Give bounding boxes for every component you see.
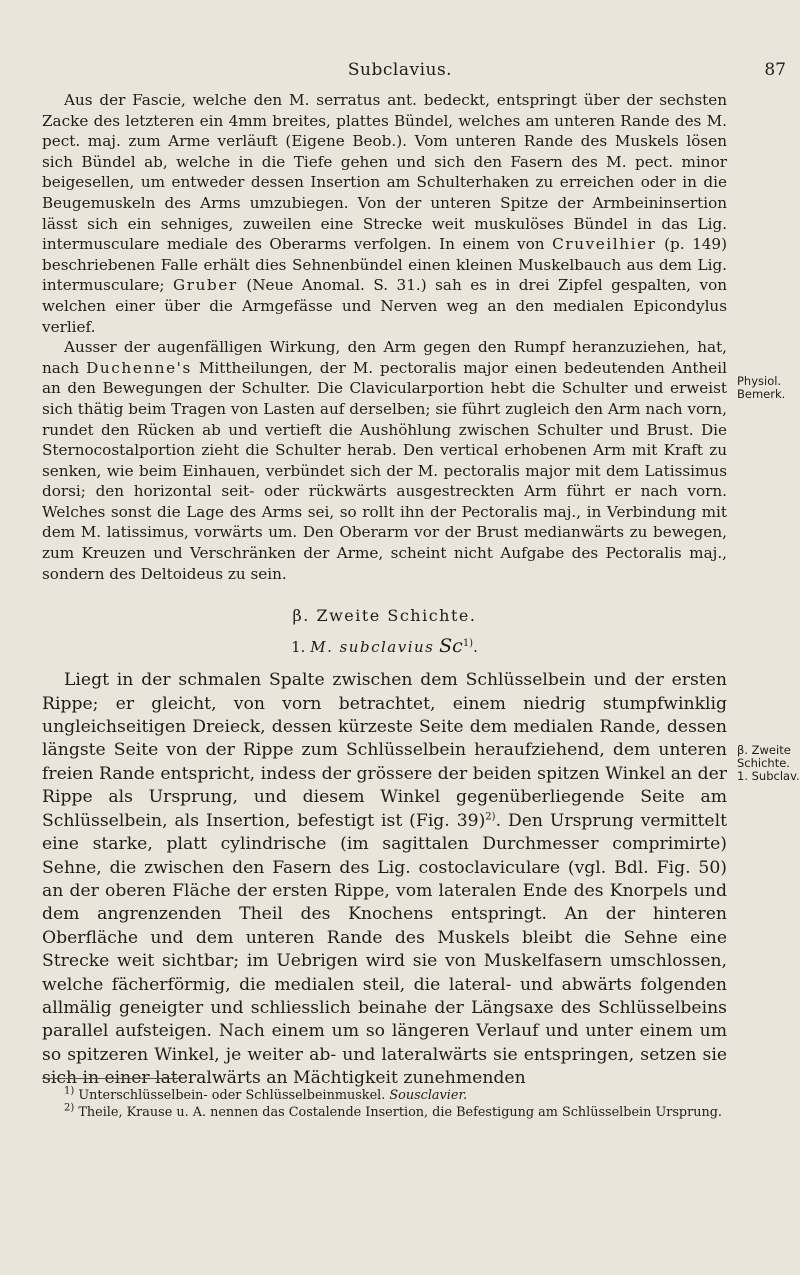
paragraph-3-text-a: Liegt in der schmalen Spalte zwischen dem Schlüsselbein und der ersten Rippe; er gleicht, von vorn betrachtet, einem niedrig stumpfwinklig ungleichseitigen Dreieck, dessen kürzeste Seite dem medialen Rande, dessen längste Seite von der Rippe zum Schlüsselbein heraufziehend, dem unteren freien Rande entspricht, indess der grössere der beiden spitzen Winkel an der Rippe als Ursprung, und diesem Winkel gegenüberliegende Seite am Schlüsselbein, als Insertion, befestigt ist (Fig. 39): [42, 670, 727, 831]
paragraph-2: [42, 337, 727, 584]
footnotes: [42, 1085, 727, 1121]
paragraph-1-text: Aus der Fascie, welche den M. serratus ant. bedeckt, entspringt über der sechsten Zacke des letzteren ein 4mm breites, plattes Bündel, welches am unteren Rande des M. pect. maj. zum Arme verläuft (Eigene Beob.). Vom unteren Rande des Muskels lösen sich Bündel ab, welche in die Tiefe gehen und sich den Fasern des M. pect. minor beigesellen, um entweder dessen Insertion am Schulterhaken zu erreichen oder in die Beugemuskeln des Arms umzubiegen. Von der unteren Spitze der Armbeininsertion lässt sich ein sehniges, zuweilen eine Strecke weit muskulöses Bündel in das Lig. intermusculare mediale des Oberarms verfolgen. In einem von: [42, 91, 727, 254]
section-title: β. Zweite Schichte.: [292, 606, 477, 626]
author-duchenne: Duchenne's: [86, 358, 192, 377]
main-text: [42, 90, 727, 1091]
author-gruber: Gruber: [173, 276, 238, 295]
paragraph-1: [42, 90, 727, 337]
author-cruveilhier: Cruveilhier: [552, 235, 657, 254]
paragraph-3: [42, 669, 727, 1090]
page-number: 87: [764, 60, 786, 80]
running-head: Subclavius.: [347, 60, 453, 80]
large-text-block: [42, 669, 727, 1090]
paragraph-2-text-b: Mittheilungen, der M. pectoralis major einen bedeutenden Antheil an den Bewegungen der Schulter. Die Clavicularportion hebt die Schulter und erweist sich thätig beim Tragen von Lasten auf derselben; sie führt zugleich den Arm nach vorn, rundet den Rücken ab und vertieft die Aushöhlung zwischen Schulter und Brust. Die Sternocostalportion zieht die Schulter herab. Den vertical erhobenen Arm mit Kraft zu senken, wie beim Einhauen, verbündet sich der M. pectoralis major mit dem Latissimus dorsi; den horizontal seit- oder rückwärts ausgestreckten Arm führt er nach vorn. Welches sonst die Lage des Arms sei, so rollt ihn der Pectoralis maj., in Verbindung mit dem M. latissimus, vorwärts um. Den Oberarm vor der Brust medianwärts zu bewegen, zum Kreuzen und Verschränken der Arme, scheint nicht Aufgabe des Pectoralis maj., sondern des Deltoideus zu sein.: [42, 358, 728, 583]
paragraph-1-text-c: (Neue Anomal. S. 31.) sah es in drei Zipfel gespalten, von welchen einer über die Armgefässe und Nerven weg an den medialen Epicondylus verlief.: [42, 276, 728, 336]
muscle-heading: 1. M. subclavius Sc$^{1)}$.: [291, 635, 478, 658]
footnote-rule: [42, 1078, 182, 1079]
footnote-ref-2: 2): [485, 810, 496, 822]
footnote-1: $^{1)}$ Unterschlüsselbein- oder Schlüsselbeinmuskel. Sousclavier.: [64, 1085, 468, 1103]
muscle-abbreviation: Sc: [439, 635, 463, 658]
margin-note-schichte: β. Zweite Schichte. 1. Subclav.: [737, 743, 800, 783]
footnote-ref-1: 1): [462, 638, 474, 650]
margin-note-physiol: Physiol. Bemerk.: [737, 374, 786, 401]
paragraph-1-text-b: (p. 149) beschriebenen Falle erhält dies Sehnenbündel einen kleinen Muskelbauch aus dem Lig. intermusculare;: [42, 235, 728, 295]
paragraph-2-text-a: Ausser der augenfälligen Wirkung, den Arm gegen den Rumpf heranzuziehen, hat, nach: [42, 338, 727, 377]
page-header: [0, 60, 800, 82]
footnote-2: $^{2)}$ Theile, Krause u. A. nennen das Costalende Insertion, die Befestigung am Schlüsselbein Ursprung.: [64, 1102, 722, 1120]
paragraph-3-text-b: . Den Ursprung vermittelt eine starke, platt cylindrische (im sagittalen Durchmesser comprimirte) Sehne, die zwischen den Fasern des Lig. costoclaviculare (vgl. Bdl. Fig. 50) an der oberen Fläche der ersten Rippe, vom lateralen Ende des Knorpels und dem angrenzenden Theil des Knochens entspringt. An der hinteren Oberfläche und dem unteren Rande des Muskels bleibt die Sehne eine Strecke weit sichtbar; im Uebrigen wird sie von Muskelfasern umschlossen, welche fächerförmig, die medialen steil, die lateral- und abwärts folgenden allmälig geneigter und schliesslich beinahe der Längsaxe des Schlüsselbeins parallel aufsteigen. Nach einem um so längeren Verlauf und unter einem um so spitzeren Winkel, je weiter ab- und lateralwärts sie entspringen, setzen sie sich in einer lateralwärts an Mächtigkeit zunehmenden: [42, 810, 728, 1089]
muscle-name: M. subclavius: [310, 638, 435, 657]
muscle-number: 1.: [291, 638, 306, 657]
